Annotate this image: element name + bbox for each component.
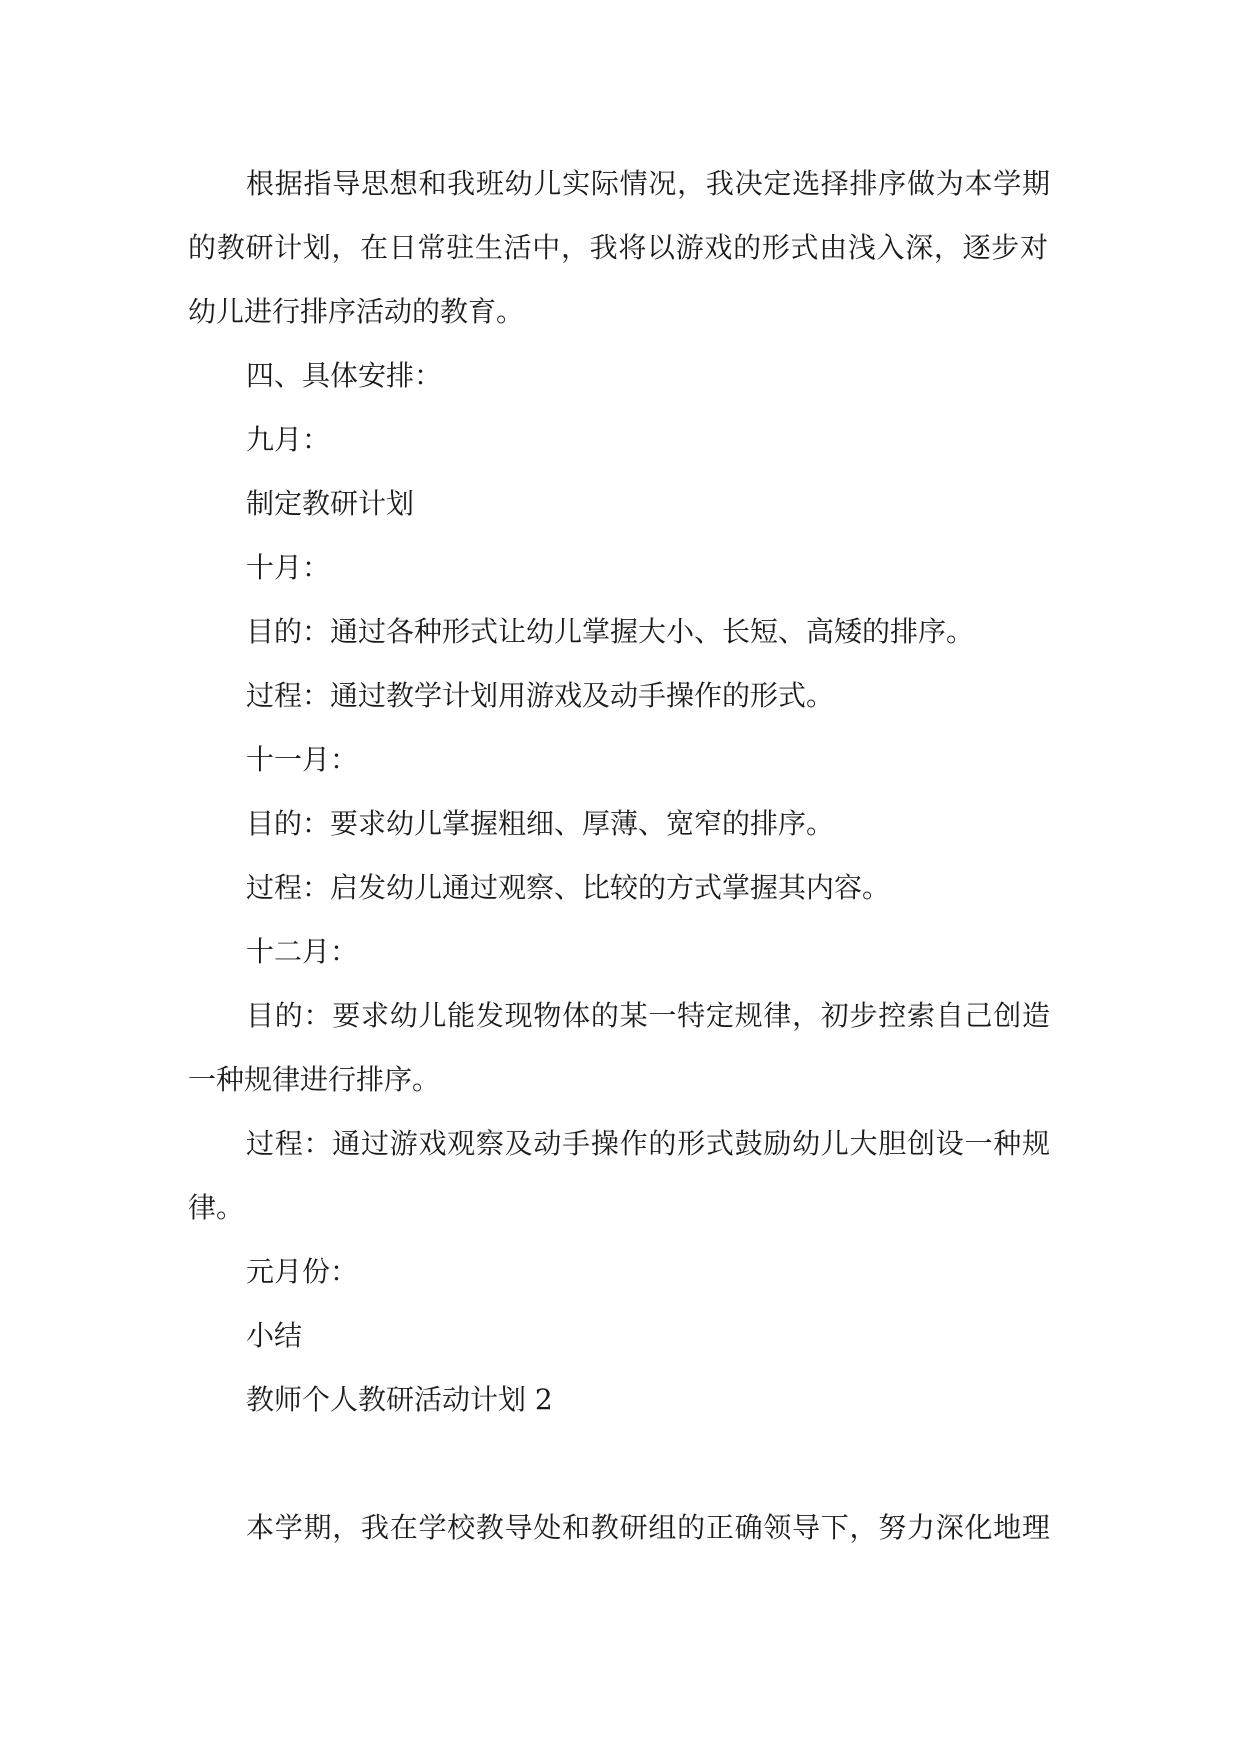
plan2-intro-line-1: 本学期，我在学校教导处和教研组的正确领导下，努力深化地理 (246, 1511, 1050, 1544)
november-goal: 目的：要求幼儿掌握粗细、厚薄、宽窄的排序。 (246, 807, 835, 840)
november-heading: 十一月： (246, 743, 359, 776)
intro-paragraph-line-1: 根据指导思想和我班幼儿实际情况，我决定选择排序做为本学期 (246, 167, 1050, 200)
october-goal: 目的：通过各种形式让幼儿掌握大小、长短、高矮的排序。 (246, 615, 975, 648)
intro-paragraph-line-2: 的教研计划，在日常驻生活中，我将以游戏的形式由浅入深，逐步对 (188, 231, 1048, 264)
october-process: 过程：通过教学计划用游戏及动手操作的形式。 (246, 679, 835, 712)
section-heading: 四、具体安排： (246, 359, 443, 392)
december-goal-line-2: 一种规律进行排序。 (188, 1063, 441, 1096)
december-process-line-1: 过程：通过游戏观察及动手操作的形式鼓励幼儿大胆创设一种规 (246, 1127, 1050, 1160)
october-heading: 十月： (246, 551, 331, 584)
november-process: 过程：启发幼儿通过观察、比较的方式掌握其内容。 (246, 871, 891, 904)
september-content: 制定教研计划 (246, 487, 415, 520)
december-goal-line-1: 目的：要求幼儿能发现物体的某一特定规律，初步控索自己创造 (246, 999, 1050, 1032)
december-process-line-2: 律。 (188, 1191, 245, 1224)
january-heading: 元月份： (246, 1255, 359, 1288)
september-heading: 九月： (246, 423, 331, 456)
plan2-title: 教师个人教研活动计划 2 (246, 1383, 553, 1416)
december-heading: 十二月： (246, 935, 359, 968)
january-content: 小结 (246, 1319, 303, 1352)
intro-paragraph-line-3: 幼儿进行排序活动的教育。 (188, 295, 525, 328)
